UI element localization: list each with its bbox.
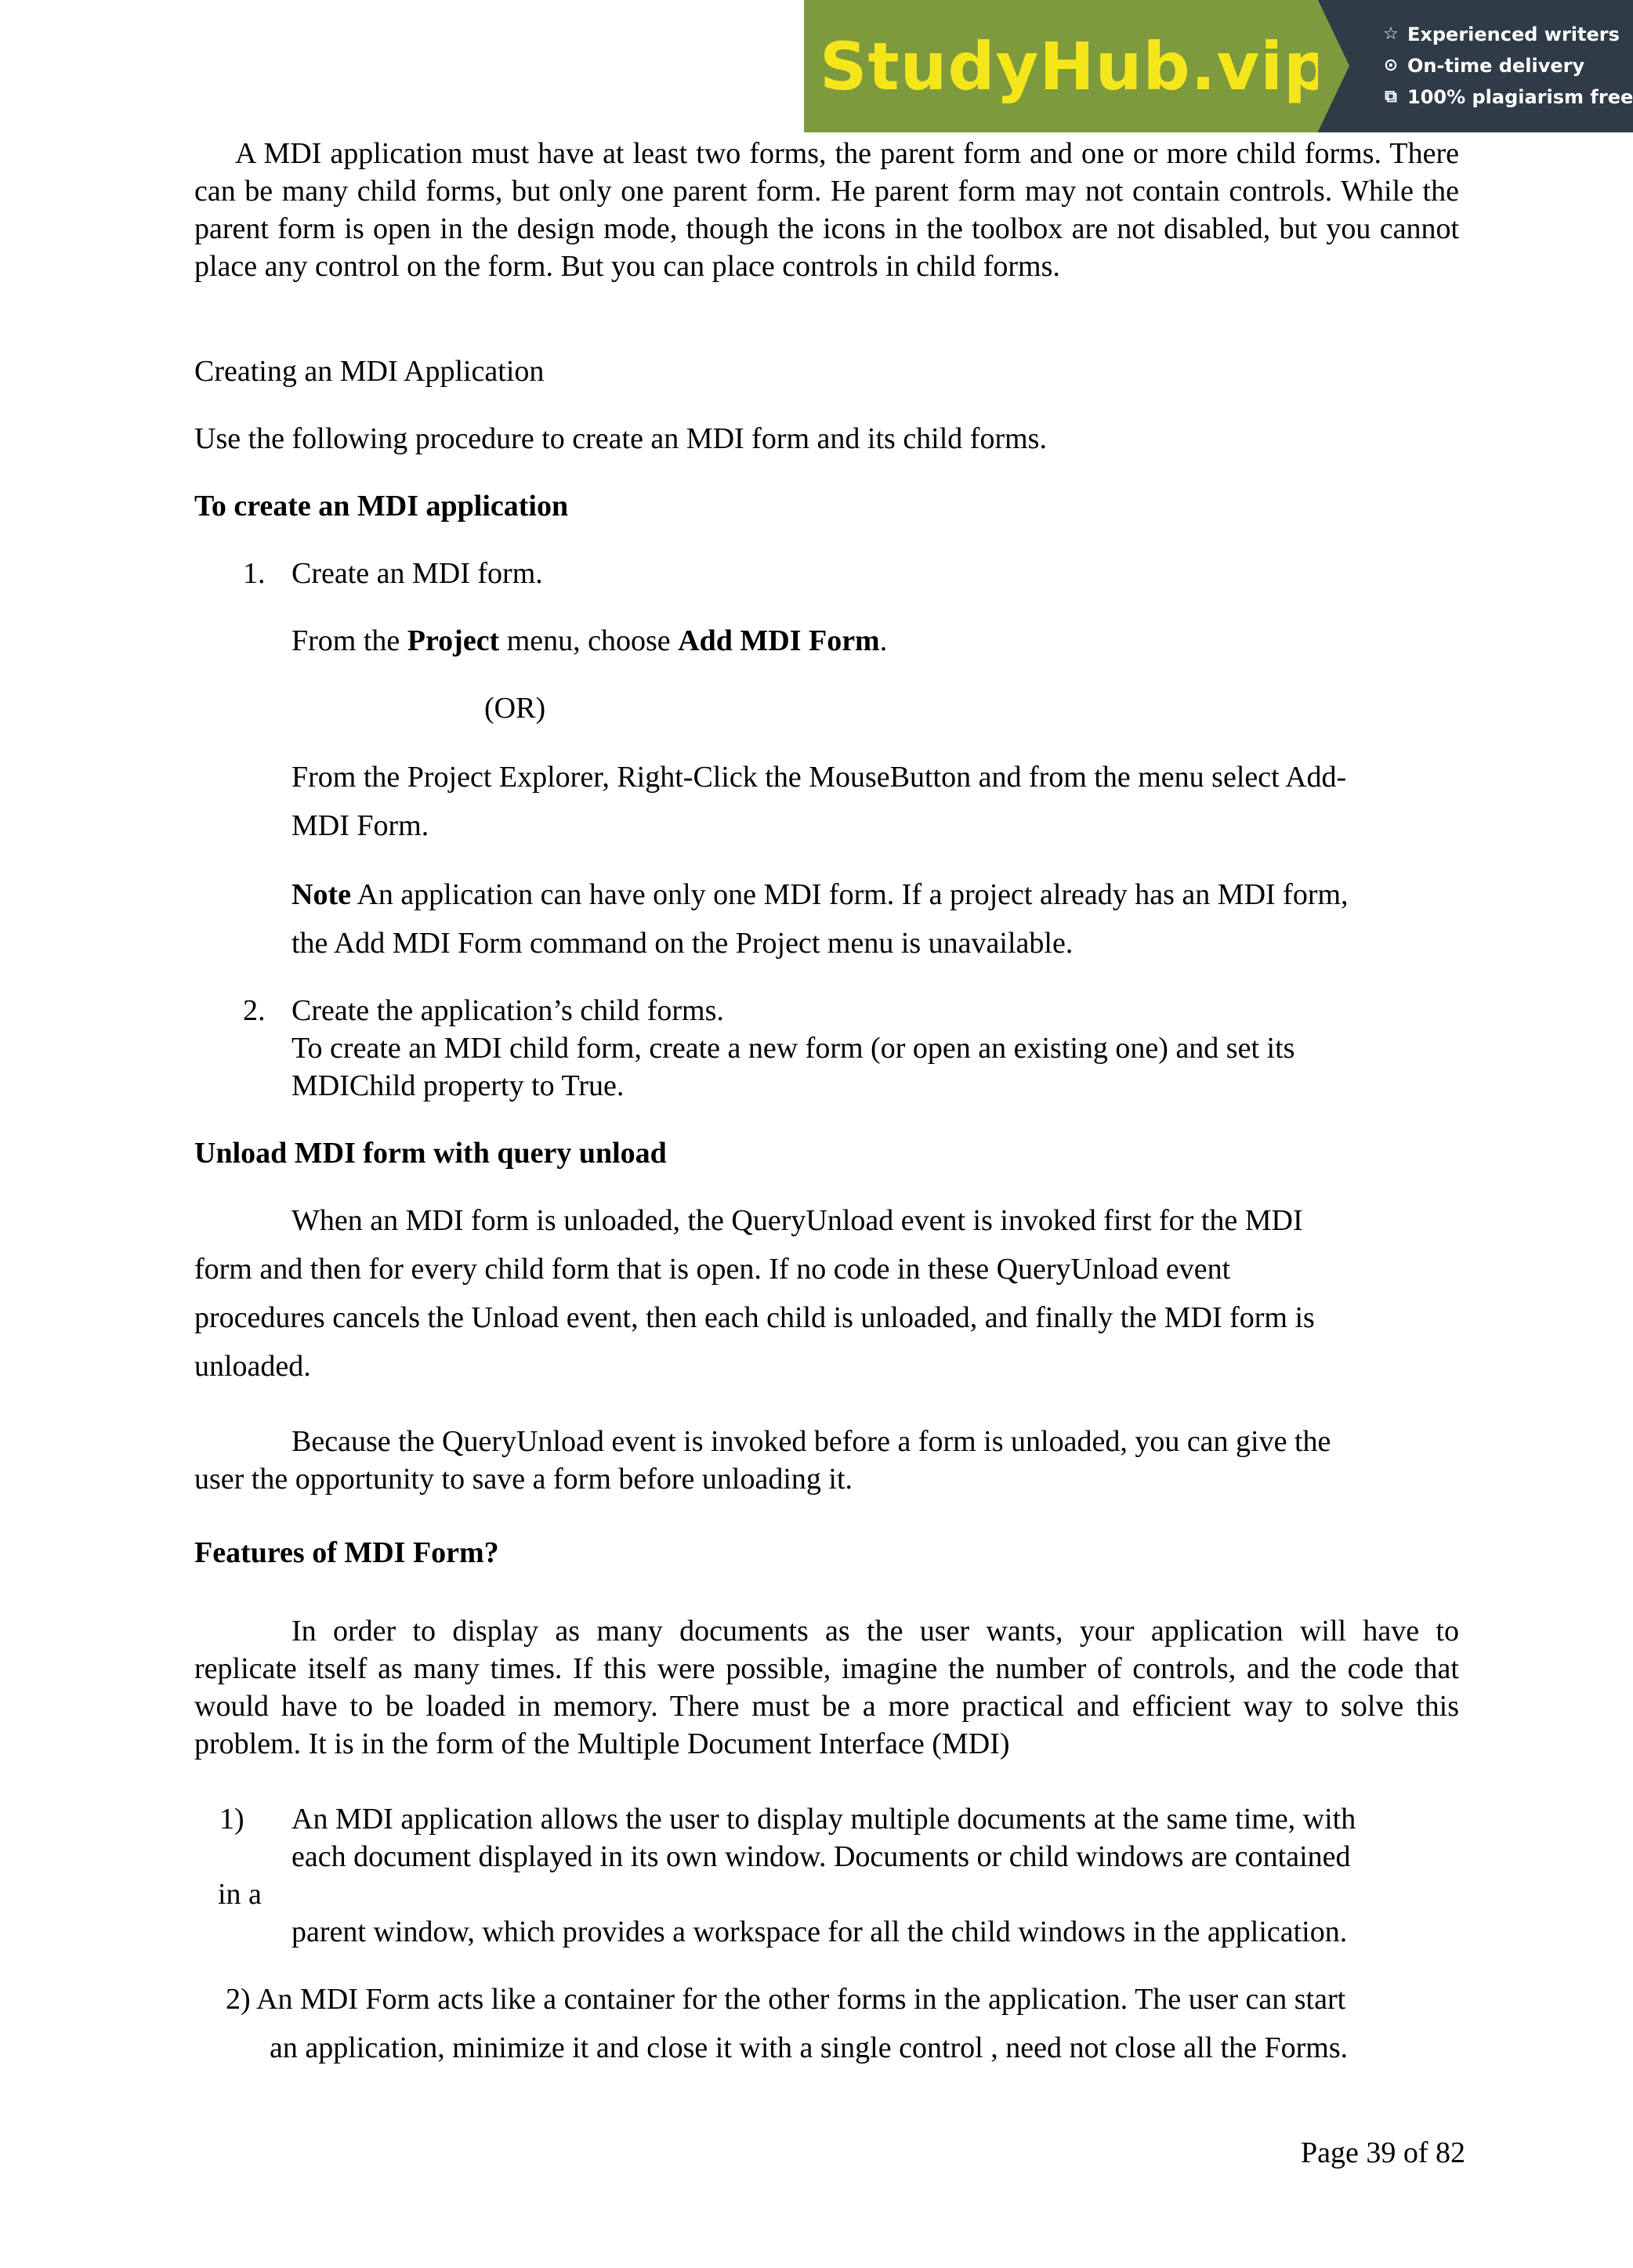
feature1-line-1: An MDI application allows the user to display multiple documents at the same time, with xyxy=(291,1803,1356,1836)
explorer-instruction-line-1: From the Project Explorer, Right-Click the MouseButton and from the menu select Add- xyxy=(291,761,1347,794)
text: menu, choose xyxy=(499,624,679,657)
unload-para-line-3: procedures cancels the Unload event, then each child is unloaded, and finally the MDI form is xyxy=(194,1301,1315,1334)
banner-features xyxy=(1318,0,1633,132)
unload-para-line-2: form and then for every child form that is open. If no code in these QueryUnload event xyxy=(194,1253,1231,1286)
or-separator: (OR) xyxy=(484,692,546,725)
note-line-1 xyxy=(291,876,1349,913)
step-number: 1. xyxy=(243,557,266,590)
step-title: Create an MDI form. xyxy=(291,557,543,590)
studyhub-banner[interactable] xyxy=(804,0,1633,132)
feature-on-time-delivery xyxy=(1381,50,1633,81)
text: . xyxy=(879,624,888,657)
page-number: Page 39 of 82 xyxy=(1301,2136,1466,2169)
text: An application can have only one MDI form. If a project already has an MDI form, xyxy=(350,878,1349,911)
studyhub-logo-box[interactable] xyxy=(804,0,1332,132)
unload-para2-line-2: user the opportunity to save a form before unloading it. xyxy=(194,1463,853,1496)
intro-paragraph: A MDI application must have at least two forms, the parent form and one or more child forms. There can be many child forms, but only one parent form. He parent form may not contain controls. While the parent form is open in the design mode, though the icons in the toolbox are not disabled, but you cannot place any control on the form. But you can place controls in child forms. xyxy=(194,137,1459,283)
add-mdi-form-label: Add MDI Form xyxy=(678,624,880,657)
feature-label: Experienced writers xyxy=(1407,24,1620,45)
studyhub-logo: StudyHub.vip xyxy=(820,27,1332,105)
note-line-2: the Add MDI Form command on the Project menu is unavailable. xyxy=(291,927,1074,960)
copy-icon: ⧉ xyxy=(1385,87,1397,107)
step2-line-2: To create an MDI child form, create a new form (or open an existing one) and set its xyxy=(291,1032,1295,1065)
explorer-instruction-line-2: MDI Form. xyxy=(291,809,429,842)
feature-plagiarism-free xyxy=(1381,81,1633,113)
note-label: Note xyxy=(291,878,351,911)
feature1-line-4: parent window, which provides a workspace for all the child windows in the application. xyxy=(291,1915,1348,1948)
feature2-line-1: 2) An MDI Form acts like a container for the other forms in the application. The user can start xyxy=(226,1983,1346,2016)
unload-para-line-1: When an MDI form is unloaded, the QueryUnload event is invoked first for the MDI xyxy=(291,1204,1303,1237)
step2-line-1: Create the application’s child forms. xyxy=(291,994,724,1027)
step-number: 2. xyxy=(243,994,266,1027)
text: From the xyxy=(291,624,407,657)
step2-line-3: MDIChild property to True. xyxy=(291,1069,625,1102)
feature-number: 1) xyxy=(219,1803,244,1836)
section-heading-creating: Creating an MDI Application xyxy=(194,355,545,388)
feature-label: 100% plagiarism free xyxy=(1407,86,1633,108)
unload-para-line-4: unloaded. xyxy=(194,1350,311,1383)
section-heading-unload: Unload MDI form with query unload xyxy=(194,1137,667,1170)
project-menu-label: Project xyxy=(407,624,500,657)
procedure-intro: Use the following procedure to create an MDI form and its child forms. xyxy=(194,422,1047,455)
star-outline-icon: ☆ xyxy=(1383,24,1399,44)
feature2-line-2: an application, minimize it and close it with a single control , need not close all the Forms. xyxy=(270,2031,1349,2064)
features-para-rest: replicate itself as many times. If this were possible, imagine the number of controls, and the code that would have to be loaded in memory. There must be a more practical and efficient way to solve this problem. It is in the form of the Multiple Document Interface (MDI) xyxy=(194,1652,1459,1760)
feature-label: On-time delivery xyxy=(1407,55,1585,77)
feature-experienced-writers xyxy=(1381,19,1633,50)
feature1-line-3: in a xyxy=(218,1878,262,1911)
unload-para2-line-1: Because the QueryUnload event is invoked before a form is unloaded, you can give the xyxy=(291,1425,1331,1458)
menu-instruction xyxy=(291,622,887,660)
clock-icon: ⊙ xyxy=(1383,56,1399,75)
section-heading-features: Features of MDI Form? xyxy=(194,1536,499,1569)
banner-arrow xyxy=(1318,0,1349,132)
section-heading-to-create: To create an MDI application xyxy=(194,490,569,523)
features-para-line-1: In order to display as many documents as the user wants, your application will have to xyxy=(291,1615,1459,1648)
feature1-line-2: each document displayed in its own window. Documents or child windows are contained xyxy=(291,1840,1351,1873)
